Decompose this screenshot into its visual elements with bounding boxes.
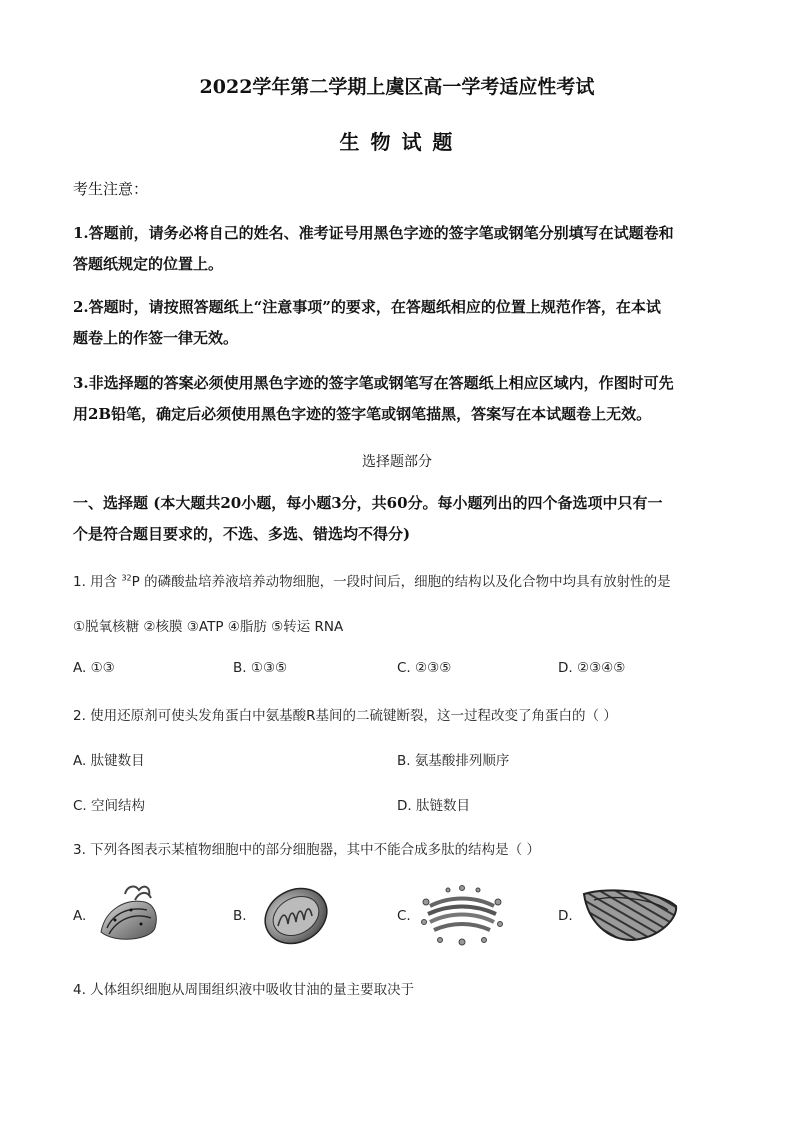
q2-option-c: C. 空间结构 [73,798,146,814]
q3-label-d: D. [558,908,573,924]
endoplasmic-reticulum-image [95,880,165,946]
question-1-items: ①脱氧核糖 ②核膜 ③ATP ④脂肪 ⑤转运 RNA [73,619,344,635]
q2-option-b: B. 氨基酸排列顺序 [397,753,510,769]
chloroplast-image [580,884,680,944]
q1-option-d: D. ②③④⑤ [558,660,626,676]
section-title: 选择题部分 [362,454,432,470]
question-2-stem: 2. 使用还原剂可使头发角蛋白中氨基酸R基间的二硫键断裂，这一过程改变了角蛋白的（ ） [73,708,617,724]
golgi-apparatus-image [420,880,504,950]
exam-title: 2022学年第二学期上虞区高一学考适应性考试 [199,76,595,98]
mitochondrion-image [260,882,332,948]
question-4-stem: 4. 人体组织细胞从周围组织液中吸收甘油的量主要取决于 [73,982,415,998]
q1-option-b: B. ①③⑤ [233,660,288,676]
section-intro: 一、选择题 (本大题共20小题，每小题3分，共60分。每小题列出的四个备选项中只有一 [73,494,663,512]
q1-option-c: C. ②③⑤ [397,660,452,676]
q3-label-a: A. [73,908,87,924]
question-3-stem: 3. 下列各图表示某植物细胞中的部分细胞器，其中不能合成多肽的结构是（ ） [73,842,540,858]
notice-item-1-cont: 答题纸规定的位置上。 [73,255,224,273]
q2-option-d: D. 肽链数目 [397,798,470,814]
notice-item-1: 1.答题前，请务必将自己的姓名、准考证号用黑色字迹的签字笔或钢笔分别填写在试题卷和 [73,224,674,242]
notice-item-2: 2.答题时，请按照答题纸上“注意事项”的要求，在答题纸相应的位置上规范作答，在本试 [73,298,661,316]
subject-title: 生 物 试 题 [339,130,455,154]
notice-item-3: 3.非选择题的答案必须使用黑色字迹的签字笔或钢笔写在答题纸上相应区域内，作图时可先 [73,374,674,392]
notice-item-2-cont: 题卷上的作签一律无效。 [73,329,239,347]
q3-label-c: C. [397,908,411,924]
question-1-stem: 1. 用含 $^{32}$P 的磷酸盐培养液培养动物细胞，一段时间后，细胞的结构以及化合物中均具有放射性的是 [73,573,671,590]
q3-label-b: B. [233,908,247,924]
notice-item-3-cont: 用2B铅笔，确定后必须使用黑色字迹的签字笔或钢笔描黑，答案写在本试题卷上无效。 [73,405,652,423]
q2-option-a: A. 肽键数目 [73,753,145,769]
section-intro-cont: 个是符合题目要求的，不选、多选、错选均不得分) [73,525,411,543]
notice-heading: 考生注意： [73,180,149,198]
q1-option-a: A. ①③ [73,660,115,676]
